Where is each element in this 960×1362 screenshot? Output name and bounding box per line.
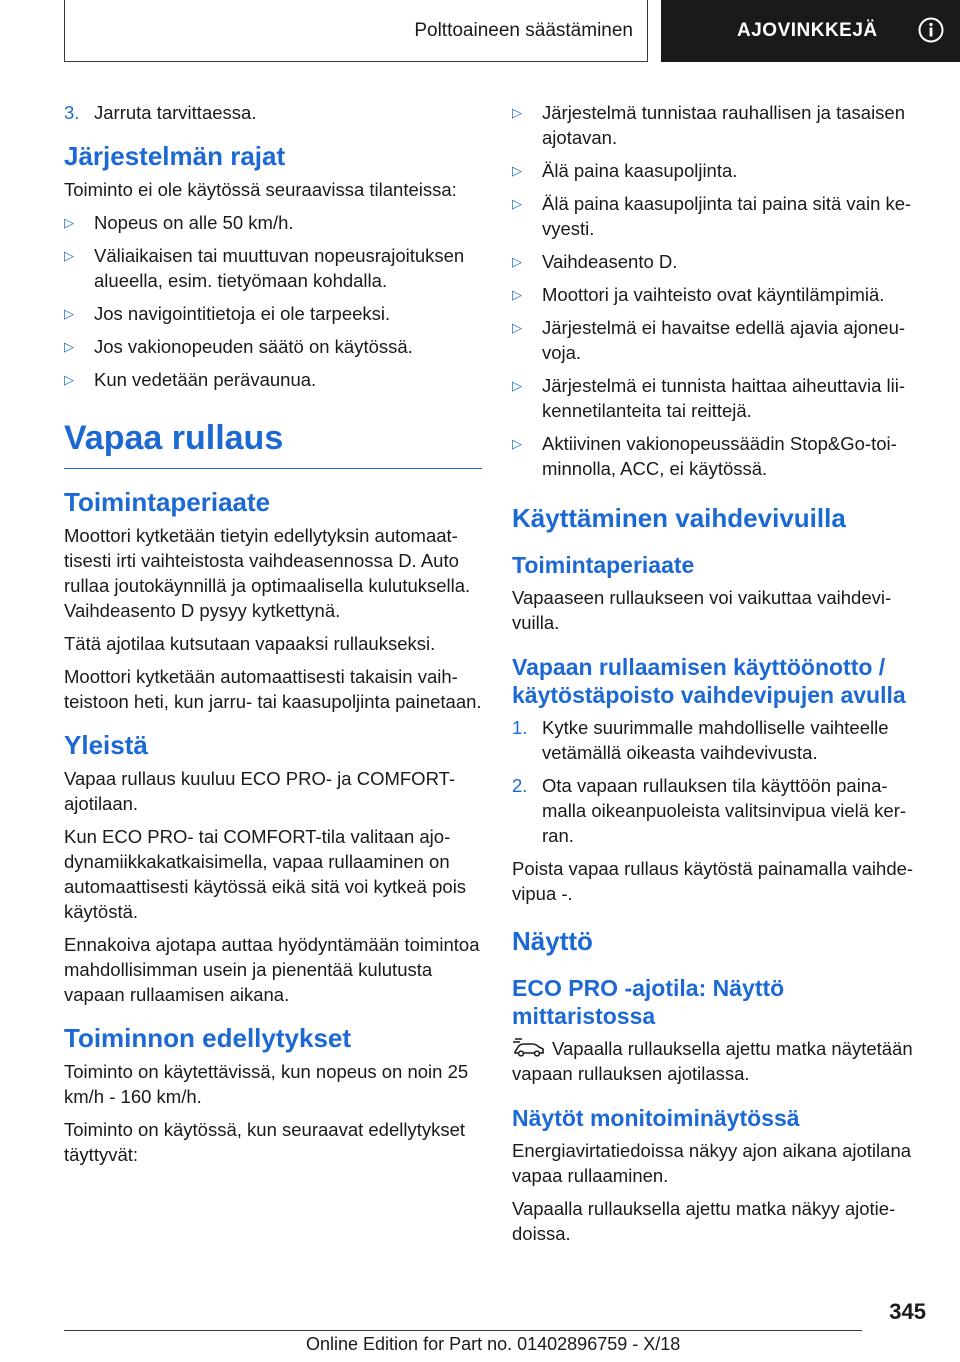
heading-principle-2: Toimintaperiaate bbox=[512, 552, 695, 578]
list-item bbox=[512, 191, 920, 241]
deactivation-paragraph: Poista vapaa rullaus käytöstä painamalla vaihdevipua -. bbox=[512, 858, 914, 904]
heading-requirements: Toiminnon edellytykset bbox=[64, 1023, 352, 1053]
list-item bbox=[64, 367, 482, 392]
heading-general: Yleistä bbox=[64, 730, 148, 760]
limits-intro: Toiminto ei ole käytössä seuraavissa tilanteissa: bbox=[64, 179, 457, 200]
list-item-text: Jos navigointitietoja ei ole tarpeeksi. bbox=[94, 303, 391, 324]
list-item bbox=[64, 301, 482, 326]
bullet-triangle-icon: ▷ bbox=[512, 254, 522, 269]
principle-paragraph: Moottori kytketään tietyin edellytyksin automaattisesti irti vaihteistosta vaihdeasennossa D. Auto rullaa joutokäynnillä ja optimaalisella kulutuksella. Vaihdeasento D pysyy kytkettynä. bbox=[64, 525, 471, 621]
principle-paragraph: Moottori kytketään automaattisesti takaisin vaihteistoon heti, kun jarru- tai kaasupoljinta painetaan. bbox=[64, 666, 482, 712]
principle2-paragraph: Vapaaseen rullaukseen voi vaikuttaa vaihdevivuilla. bbox=[512, 587, 892, 633]
list-item bbox=[512, 100, 920, 150]
general-paragraph: Vapaa rullaus kuuluu ECO PRO- ja COMFORT-ajotilaan. bbox=[64, 768, 456, 814]
heading-coasting: Vapaa rullaus bbox=[64, 418, 482, 469]
list-item-text: Älä paina kaasupoljinta. bbox=[542, 160, 738, 181]
bullet-triangle-icon: ▷ bbox=[64, 372, 74, 387]
list-item-text: Kun vedetään perävaunua. bbox=[94, 369, 317, 390]
list-item bbox=[512, 249, 920, 274]
list-item-text: Moottori ja vaihteisto ovat käyntilämpimiä. bbox=[542, 284, 885, 305]
footer-divider bbox=[64, 1330, 862, 1331]
list-item-text: Jos vakionopeuden säätö on käytössä. bbox=[94, 336, 413, 357]
right-column bbox=[512, 100, 920, 1254]
heading-shift-paddles: Käyttäminen vaihdevivuilla bbox=[512, 503, 846, 533]
list-item bbox=[512, 315, 920, 365]
principle-paragraph: Tätä ajotilaa kutsutaan vapaaksi rullaukseksi. bbox=[64, 633, 436, 654]
list-item bbox=[512, 373, 920, 423]
step-2 bbox=[512, 773, 920, 848]
left-column bbox=[64, 100, 482, 1175]
general-paragraph: Ennakoiva ajotapa auttaa hyödyntämään toimintoa mahdollisimman usein ja pienentää kulutusta vapaan rullaamisen aikana. bbox=[64, 934, 480, 1005]
footer-edition: Online Edition for Part no. 01402896759 - X/18 bbox=[306, 1334, 681, 1354]
list-item bbox=[512, 158, 920, 183]
bullet-triangle-icon: ▷ bbox=[512, 105, 522, 120]
bullet-triangle-icon: ▷ bbox=[64, 339, 74, 354]
bullet-triangle-icon: ▷ bbox=[512, 287, 522, 302]
heading-multifunction-display: Näytöt monitoiminäytössä bbox=[512, 1105, 800, 1131]
bullet-triangle-icon: ▷ bbox=[64, 215, 74, 230]
bullet-triangle-icon: ▷ bbox=[512, 196, 522, 211]
requirements-paragraph: Toiminto on käytössä, kun seuraavat edellytykset täyttyvät: bbox=[64, 1119, 466, 1165]
bullet-triangle-icon: ▷ bbox=[512, 378, 522, 393]
list-item-text: Älä paina kaasupoljinta tai paina sitä vain kevyesti. bbox=[542, 193, 912, 239]
list-item-text: Vaihdeasento D. bbox=[542, 251, 678, 272]
multifunction-paragraph: Vapaalla rullauksella ajettu matka näkyy ajotiedoissa. bbox=[512, 1198, 896, 1244]
list-item bbox=[512, 282, 920, 307]
step-3 bbox=[64, 100, 482, 125]
step-number: 1. bbox=[512, 717, 528, 738]
heading-limits: Järjestelmän rajat bbox=[64, 141, 286, 171]
heading-eco-pro-display: ECO PRO -ajotila: Näyttö mittaristossa bbox=[512, 975, 785, 1029]
bullet-triangle-icon: ▷ bbox=[64, 248, 74, 263]
eco-pro-text: Vapaalla rullauksella ajettu matka näytetään vapaan rullauksen ajotilassa. bbox=[512, 1038, 913, 1084]
header-section-box bbox=[64, 0, 648, 62]
step-text: Ota vapaan rullauksen tila käyttöön painamalla oikeanpuoleista valitsinvipua vielä kerran. bbox=[542, 775, 907, 846]
list-item-text: Aktiivinen vakionopeussäädin Stop&Go-toiminnolla, ACC, ei käytössä. bbox=[542, 433, 897, 479]
bullet-triangle-icon: ▷ bbox=[512, 436, 522, 451]
list-item bbox=[64, 334, 482, 359]
header-chapter-title: AJOVINKKEJÄ bbox=[737, 20, 878, 41]
coasting-car-icon bbox=[512, 1038, 546, 1058]
list-item-text: Järjestelmä tunnistaa rauhallisen ja tasaisen ajotavan. bbox=[542, 102, 906, 148]
heading-display: Näyttö bbox=[512, 926, 593, 956]
general-paragraph: Kun ECO PRO- tai COMFORT-tila valitaan ajodynamiikkakatkaisimella, vapaa rullaaminen on automaattisesti käytössä eikä sitä voi kytkeä pois käytöstä. bbox=[64, 826, 467, 922]
heading-principle: Toimintaperiaate bbox=[64, 487, 271, 517]
list-item-text: Väliaikaisen tai muuttuvan nopeusrajoituksen alueella, esim. tietyömaan kohdalla. bbox=[94, 245, 465, 291]
step-text: Kytke suurimmalle mahdolliselle vaihteelle vetämällä oikeasta vaihdevivusta. bbox=[542, 717, 889, 763]
requirements-paragraph: Toiminto on käytettävissä, kun nopeus on noin 25 km/h - 160 km/h. bbox=[64, 1061, 469, 1107]
list-item-text: Nopeus on alle 50 km/h. bbox=[94, 212, 294, 233]
list-item bbox=[64, 210, 482, 235]
page-number: 345 bbox=[889, 1299, 926, 1324]
list-item bbox=[512, 431, 920, 481]
header-chapter-box bbox=[661, 0, 960, 62]
eco-pro-paragraph bbox=[512, 1036, 920, 1086]
step-number: 3. bbox=[64, 102, 80, 123]
step-number: 2. bbox=[512, 775, 528, 796]
list-item-text: Järjestelmä ei havaitse edellä ajavia ajoneuvoja. bbox=[542, 317, 906, 363]
multifunction-paragraph: Energiavirtatiedoissa näkyy ajon aikana ajotilana vapaa rullaaminen. bbox=[512, 1140, 912, 1186]
step-text: Jarruta tarvittaessa. bbox=[94, 102, 257, 123]
step-1 bbox=[512, 715, 920, 765]
info-icon bbox=[918, 17, 944, 43]
bullet-triangle-icon: ▷ bbox=[512, 163, 522, 178]
bullet-triangle-icon: ▷ bbox=[512, 320, 522, 335]
bullet-triangle-icon: ▷ bbox=[64, 306, 74, 321]
list-item-text: Järjestelmä ei tunnista haittaa aiheuttavia liikennetilanteita tai reittejä. bbox=[542, 375, 906, 421]
list-item bbox=[64, 243, 482, 293]
header-section-title: Polttoaineen säästäminen bbox=[414, 19, 633, 41]
heading-activation: Vapaan rullaamisen käyttöönotto / käytöstäpoisto vaihdevipujen avulla bbox=[512, 654, 906, 708]
